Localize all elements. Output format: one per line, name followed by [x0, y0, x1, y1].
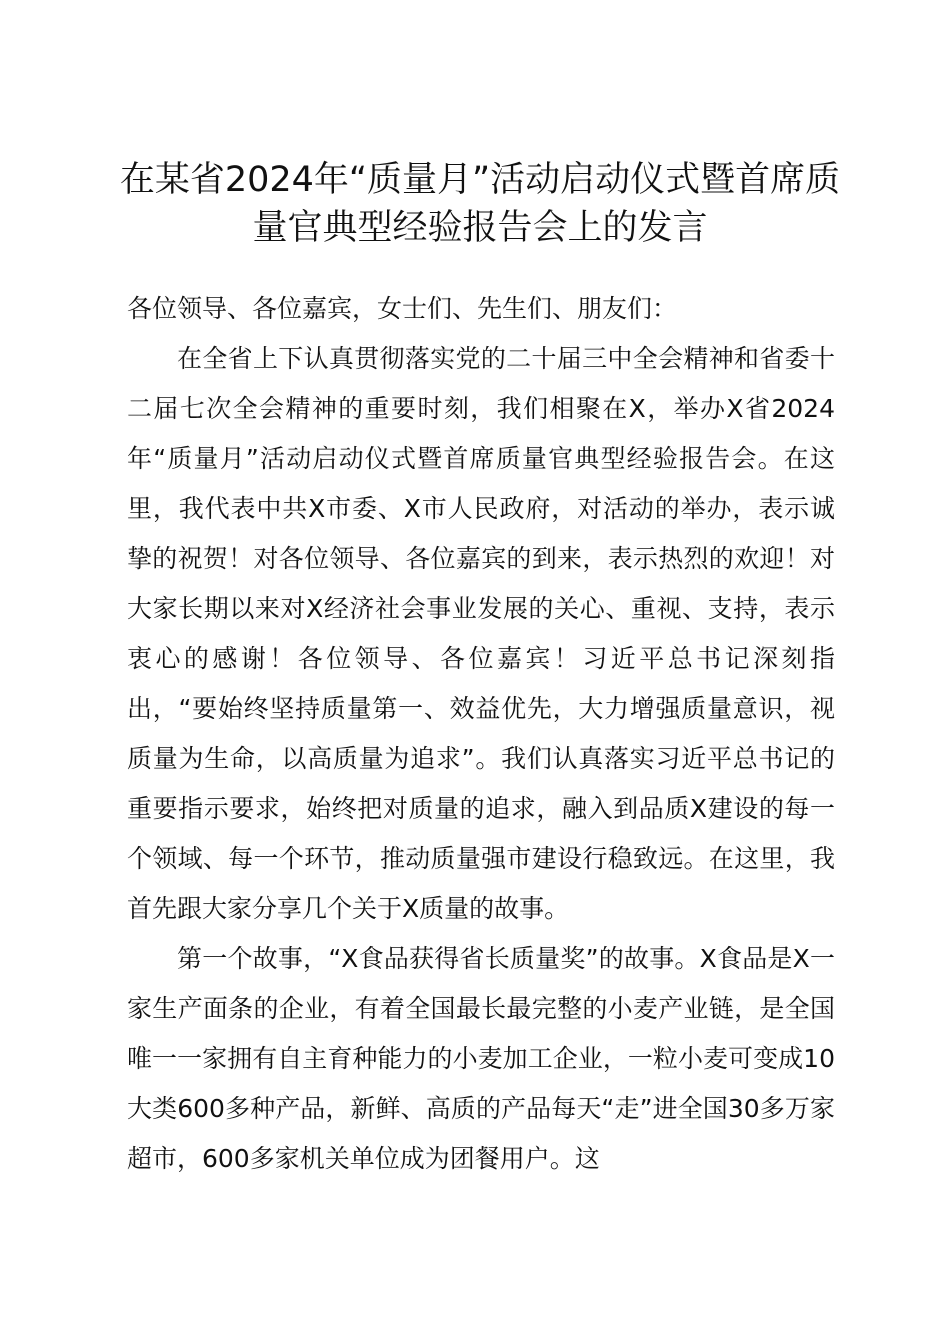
document-title: 在某省2024年“质量月”活动启动仪式暨首席质量官典型经验报告会上的发言 [119, 160, 841, 248]
salutation: 各位领导、各位嘉宾，女士们、先生们、朋友们： [127, 294, 678, 323]
paragraph-2: 第一个故事，“X食品获得省长质量奖”的故事。X食品是X一家生产面条的企业，有着全国最长最完整的小麦产业链，是全国唯一一家拥有自主育种能力的小麦加工企业，一粒小麦可变成10大类600多种产品，新鲜、高质的产品每天“走”进全国30多万家超市，600多家机关单位成为团餐用户。这 [127, 944, 835, 1173]
paragraph-1: 在全省上下认真贯彻落实党的二十届三中全会精神和省委十二届七次全会精神的重要时刻，我们相聚在X，举办X省2024年“质量月”活动启动仪式暨首席质量官典型经验报告会。在这里，我代表中共X市委、X市人民政府，对活动的举办，表示诚挚的祝贺！对各位领导、各位嘉宾的到来，表示热烈的欢迎！对大家长期以来对X经济社会事业发展的关心、重视、支持，表示衷心的感谢！各位领导、各位嘉宾！习近平总书记深刻指出，“要始终坚持质量第一、效益优先，大力增强质量意识，视质量为生命，以高质量为追求”。我们认真落实习近平总书记的重要指示要求，始终把对质量的追求，融入到品质X建设的每一个领域、每一个环节，推动质量强市建设行稳致远。在这里，我首先跟大家分享几个关于X质量的故事。 [127, 344, 835, 923]
document-body [127, 284, 835, 1184]
